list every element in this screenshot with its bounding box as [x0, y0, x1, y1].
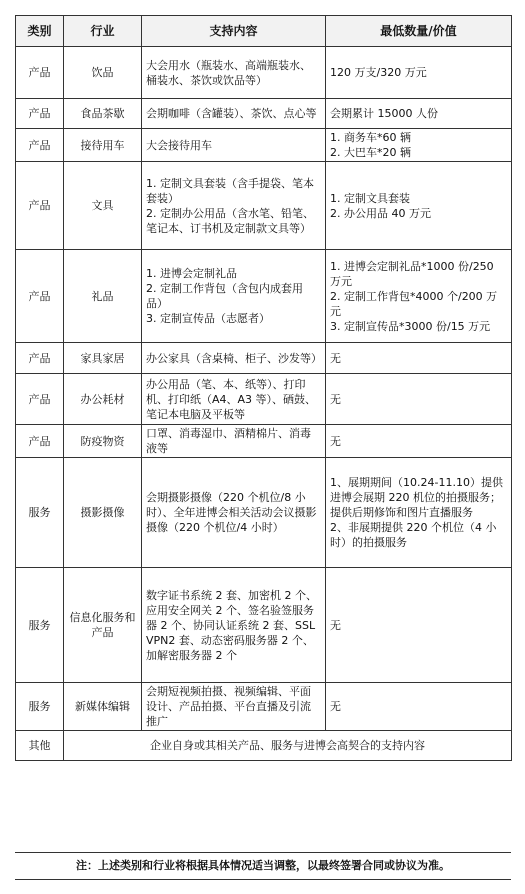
- table-row: [16, 683, 512, 731]
- industry-cell: 摄影摄像: [64, 458, 142, 568]
- min-quantity-cell: 1. 进博会定制礼品*1000 份/250 万元 2. 定制工作背包*4000 个/200 万元 3. 定制宣传品*3000 份/15 万元: [326, 250, 512, 343]
- header-industry: 行业: [64, 16, 142, 47]
- min-quantity-cell: 无: [326, 425, 512, 458]
- support-content-cell: 会期咖啡（含罐装）、茶饮、点心等: [142, 99, 326, 129]
- support-content-cell: 办公用品（笔、本、纸等）、打印机、打印纸（A4、A3 等）、硒鼓、笔记本电脑及平板等: [142, 374, 326, 425]
- support-content-cell: 大会接待用车: [142, 129, 326, 162]
- industry-cell: 接待用车: [64, 129, 142, 162]
- min-quantity-cell: 无: [326, 683, 512, 731]
- footnote: 注：上述类别和行业将根据具体情况适当调整，以最终签署合同或协议为准。: [15, 852, 511, 880]
- category-cell: 产品: [16, 162, 64, 250]
- table-row: [16, 250, 512, 343]
- category-cell: 产品: [16, 250, 64, 343]
- table-row: [16, 99, 512, 129]
- category-cell: 产品: [16, 47, 64, 99]
- category-cell: 产品: [16, 425, 64, 458]
- category-cell: 产品: [16, 129, 64, 162]
- header-min-quantity: 最低数量/价值: [326, 16, 512, 47]
- min-quantity-cell: 会期累计 15000 人份: [326, 99, 512, 129]
- industry-cell: 防疫物资: [64, 425, 142, 458]
- table-row: [16, 47, 512, 99]
- category-cell: 产品: [16, 99, 64, 129]
- industry-cell: 家具家居: [64, 343, 142, 374]
- table-row: [16, 374, 512, 425]
- support-content-cell: 口罩、消毒湿巾、酒精棉片、消毒液等: [142, 425, 326, 458]
- industry-cell: 办公耗材: [64, 374, 142, 425]
- min-quantity-cell: 120 万支/320 万元: [326, 47, 512, 99]
- industry-cell: 礼品: [64, 250, 142, 343]
- table-row: [16, 425, 512, 458]
- support-content-cell: 数字证书系统 2 套、加密机 2 个、应用安全网关 2 个、签名验签服务器 2 个、协同认证系统 2 套、SSL VPN2 套、动态密码服务器 2 个、加解密服务器 2 个: [142, 568, 326, 683]
- table-row: [16, 458, 512, 568]
- other-content-cell: 企业自身或其相关产品、服务与进博会高契合的支持内容: [64, 731, 512, 761]
- table-row-other: [16, 731, 512, 761]
- min-quantity-cell: 无: [326, 374, 512, 425]
- support-table: [15, 15, 512, 761]
- industry-cell: 文具: [64, 162, 142, 250]
- table-row: [16, 343, 512, 374]
- support-content-cell: 办公家具（含桌椅、柜子、沙发等）: [142, 343, 326, 374]
- category-cell: 服务: [16, 568, 64, 683]
- industry-cell: 饮品: [64, 47, 142, 99]
- table-row: [16, 129, 512, 162]
- table-row: [16, 162, 512, 250]
- min-quantity-cell: 无: [326, 343, 512, 374]
- category-cell: 服务: [16, 458, 64, 568]
- category-cell: 产品: [16, 374, 64, 425]
- table-row: [16, 568, 512, 683]
- min-quantity-cell: 1. 定制文具套装 2. 办公用品 40 万元: [326, 162, 512, 250]
- support-content-cell: 会期短视频拍摄、视频编辑、平面设计、产品拍摄、平台直播及引流推广: [142, 683, 326, 731]
- support-content-cell: 大会用水（瓶装水、高端瓶装水、桶装水、茶饮或饮品等）: [142, 47, 326, 99]
- category-cell: 服务: [16, 683, 64, 731]
- header-row: [16, 16, 512, 47]
- support-content-cell: 会期摄影摄像（220 个机位/8 小时）、全年进博会相关活动会议摄影摄像（220 个机位/4 小时）: [142, 458, 326, 568]
- min-quantity-cell: 无: [326, 568, 512, 683]
- header-support-content: 支持内容: [142, 16, 326, 47]
- support-content-cell: 1. 定制文具套装（含手提袋、笔本套装） 2. 定制办公用品（含水笔、铅笔、笔记本、订书机及定制款文具等）: [142, 162, 326, 250]
- category-cell: 产品: [16, 343, 64, 374]
- industry-cell: 食品茶歇: [64, 99, 142, 129]
- min-quantity-cell: 1. 商务车*60 辆 2. 大巴车*20 辆: [326, 129, 512, 162]
- industry-cell: 信息化服务和产品: [64, 568, 142, 683]
- category-cell: 其他: [16, 731, 64, 761]
- support-content-cell: 1. 进博会定制礼品 2. 定制工作背包（含包内成套用品） 3. 定制宣传品（志愿者）: [142, 250, 326, 343]
- header-category: 类别: [16, 16, 64, 47]
- industry-cell: 新媒体编辑: [64, 683, 142, 731]
- min-quantity-cell: 1、展期期间（10.24-11.10）提供进博会展期 220 机位的拍摄服务；提供后期修饰和图片直播服务 2、非展期提供 220 个机位（4 小时）的拍摄服务: [326, 458, 512, 568]
